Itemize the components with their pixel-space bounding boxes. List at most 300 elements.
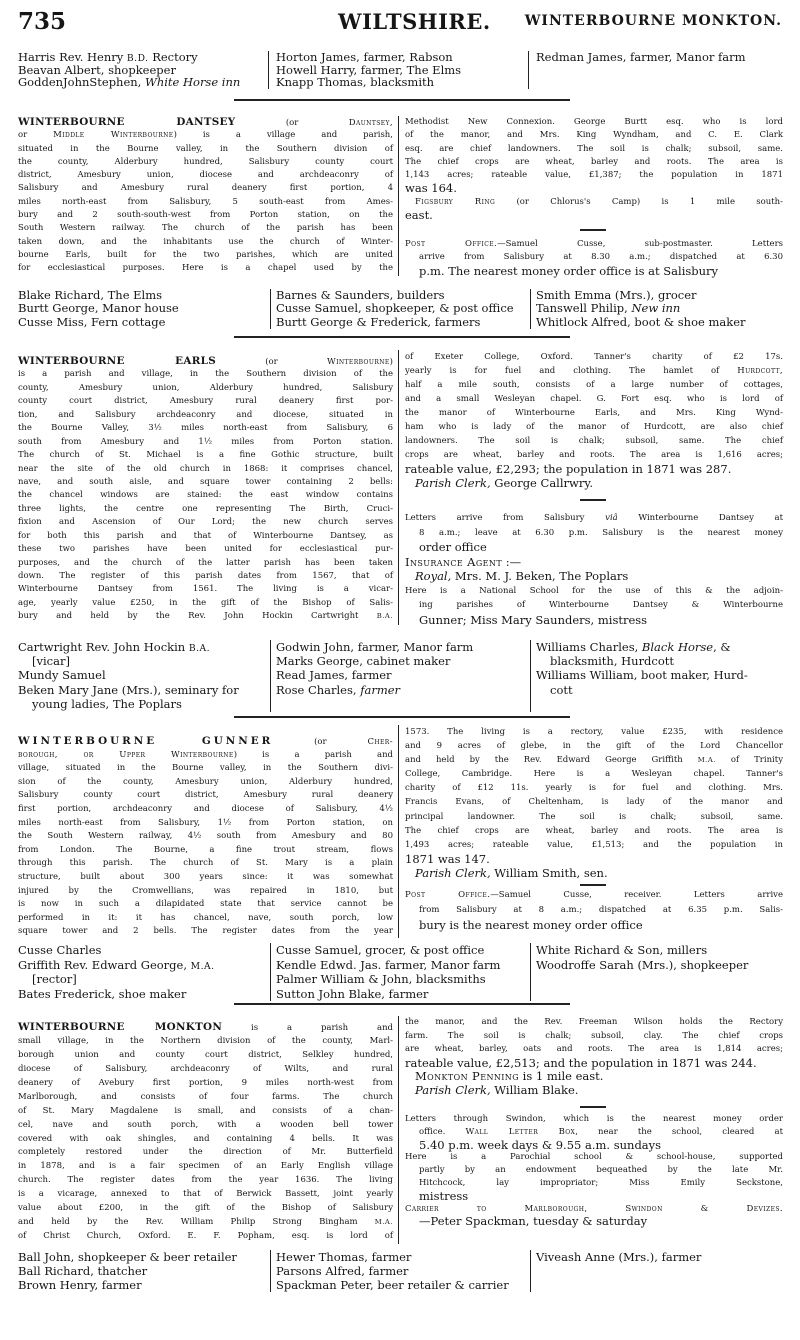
- directory-divider: [530, 1250, 531, 1292]
- text-line: [18, 196, 393, 209]
- text-line: [405, 781, 783, 795]
- text-run: Godwin John, farmer, Manor farm: [276, 640, 474, 654]
- directory-entry-line: [276, 289, 528, 302]
- text-line: [405, 209, 783, 222]
- directory-divider: [530, 289, 531, 329]
- text-line: [18, 382, 393, 395]
- small-caps-text: Post Office.: [405, 890, 491, 900]
- text-line: [18, 1133, 393, 1147]
- text-run: 1871 was 147.: [405, 851, 490, 866]
- text-run: structure, built about 300 years since: it was somewhat: [18, 871, 393, 882]
- text-run: 1,493 acres; rateable value, £1,513; and the population in: [405, 839, 783, 850]
- text-line: [405, 420, 783, 434]
- directory-entry-line: [18, 943, 268, 958]
- text-line: [405, 238, 783, 251]
- text-run: age, yearly value £250, in the gift of the Bishop of Salis-: [18, 597, 393, 608]
- text-run: miles north-east from Salisbury, 5 south-east from Ames-: [18, 196, 393, 207]
- italic-text: Parish Clerk,: [415, 476, 491, 490]
- text-run: Gunner; Miss Mary Saunders, mistress: [419, 612, 648, 627]
- text-line: [18, 898, 393, 912]
- text-run: Hitchcock, lay impropriator; Miss Emily Seckstone,: [419, 1177, 783, 1188]
- text-run: are wheat, barley, oats and roots. The area is 1,814 acres;: [405, 1044, 783, 1054]
- text-run: Horton James, farmer, Rabson: [276, 50, 453, 64]
- text-run: first portion, archdeaconry and diocese of Salisbury, 4½: [18, 803, 393, 814]
- text-line: [405, 866, 783, 880]
- text-line: [18, 583, 393, 596]
- text-line: [405, 406, 783, 420]
- text-run: Hewer Thomas, farmer: [276, 1250, 412, 1264]
- text-line: [405, 852, 783, 866]
- italic-text: New inn: [631, 301, 681, 316]
- text-run: esq. are chief landowners. The soil is chalk; subsoil, same.: [405, 143, 783, 154]
- text-run: —Samuel Cusse, sub-postmaster. Letters: [497, 239, 783, 249]
- small-caps-text: Insurance Agent: [405, 554, 503, 569]
- text-line: [18, 1105, 393, 1119]
- directory-col-3: [536, 640, 784, 697]
- text-run: William Blake.: [490, 1082, 579, 1097]
- text-run: Here is a National School for the use of this & the adjoin-: [405, 585, 783, 596]
- text-run: the county, Alderbury hundred, Salisbury county court: [18, 156, 393, 167]
- text-line: [18, 236, 393, 249]
- abbreviation-text: B.A.: [376, 612, 393, 621]
- text-line: [18, 597, 393, 610]
- monkton-letters-info: [405, 1113, 783, 1228]
- text-line: [18, 463, 393, 476]
- text-line: [405, 196, 783, 209]
- text-line: [405, 129, 783, 142]
- text-run: was 164.: [405, 181, 457, 196]
- text-run: cott: [550, 682, 573, 697]
- text-run: Smith Emma (Mrs.), grocer: [536, 288, 697, 302]
- text-line: [405, 1164, 783, 1177]
- text-line: [18, 857, 393, 871]
- text-run: Cusse Charles: [18, 943, 102, 957]
- text-run: and a small Wesleyan chapel. G. Fort esq. who is lord of: [405, 394, 783, 404]
- directory-col-2: [276, 640, 528, 697]
- directory-col-2: [276, 1250, 528, 1292]
- directory-divider: [268, 51, 269, 89]
- directory-entry-line: [18, 289, 268, 302]
- text-run: (or: [216, 357, 327, 367]
- abbreviation-text: M.A.: [697, 756, 716, 765]
- text-run: order office: [419, 540, 487, 554]
- text-run: cel, nave and south porch, with a wooden bell tower: [18, 1119, 393, 1130]
- directory-entry-line: [18, 76, 266, 89]
- text-line: [405, 1190, 783, 1203]
- text-line: [405, 540, 783, 555]
- text-line: [18, 169, 393, 182]
- directory-entry-line: [536, 51, 784, 64]
- text-line: [18, 762, 393, 776]
- text-run: Blake Richard, The Elms: [18, 288, 163, 302]
- text-line: [405, 251, 783, 264]
- text-run: yearly is for fuel and clothing. The hamlet of: [405, 366, 738, 376]
- text-run: purposes, and the church of the latter parish has been taken: [18, 557, 393, 568]
- text-line: [405, 598, 783, 613]
- text-run: district, Amesbury union, diocese and archdeaconry of: [18, 170, 393, 181]
- italic-text: farmer: [360, 682, 401, 697]
- text-line: [18, 182, 393, 195]
- text-line: [18, 885, 393, 899]
- italic-text: Black Horse: [641, 640, 714, 654]
- text-run: down. The register of this parish dates from 1567, that of: [18, 571, 393, 581]
- text-line: [18, 925, 393, 939]
- text-line: [405, 364, 783, 378]
- text-line: [18, 1077, 393, 1091]
- text-line: [405, 903, 783, 918]
- text-line: [405, 1057, 783, 1071]
- text-run: borough union and county court district, Selkley hundred,: [18, 1049, 393, 1060]
- text-run: Winterbourne Dantsey from 1561. The living is a vicar-: [18, 584, 393, 595]
- column-divider: [398, 725, 399, 938]
- text-line: [18, 1202, 393, 1216]
- text-run: church. The register dates from the year 1636. The living: [18, 1175, 393, 1186]
- text-run: rateable value, £2,293; the population in 1871 was 287.: [405, 462, 732, 476]
- text-run: Cartwright Rev. John Hockin: [18, 640, 189, 654]
- column-divider: [398, 1016, 399, 1244]
- text-run: Salisbury and Amesbury rural deanery first portion, 4: [18, 183, 393, 194]
- small-caps-text: Cher-: [367, 737, 393, 747]
- text-run: south from Amesbury and 1½ miles from Porton station.: [18, 436, 393, 447]
- text-line: [18, 368, 393, 381]
- short-rule: [580, 499, 606, 501]
- text-line: [405, 753, 783, 767]
- small-caps-text: Hurdcott,: [737, 366, 783, 376]
- column-divider: [398, 350, 399, 625]
- text-run: landowners. The soil is chalk; subsoil, same. The chief: [405, 436, 783, 446]
- directory-entry-line: [18, 958, 268, 973]
- text-line: [405, 265, 783, 278]
- text-line: [18, 830, 393, 844]
- text-run: Cusse Miss, Fern cottage: [18, 314, 166, 329]
- text-run: George Callrwry.: [490, 476, 593, 490]
- text-line: [405, 448, 783, 462]
- directory-col-1: [18, 640, 268, 711]
- directory-entry-line: [536, 289, 784, 302]
- italic-text: viâ: [605, 513, 618, 523]
- text-line: [18, 1119, 393, 1133]
- text-run: bourne Earls, built for the two parishes, which are united: [18, 249, 393, 260]
- text-line: [18, 610, 393, 623]
- text-run: diocese of Salisbury, archdeaconry of Wilts, and rural: [18, 1063, 393, 1074]
- text-line: [18, 1063, 393, 1077]
- small-caps-text: Middle Winterbourne: [53, 130, 174, 141]
- directory-divider: [270, 1250, 271, 1292]
- text-line: [405, 143, 783, 156]
- text-run: miles north-east from Salisbury, 1½ from Porton station, on: [18, 817, 393, 828]
- text-run: from London. The Bourne, a fine trout stream, flows: [18, 844, 393, 855]
- directory-entry-line: [276, 943, 528, 958]
- text-line: [405, 350, 783, 364]
- text-run: Whitlock Alfred, boot & shoe maker: [536, 314, 746, 329]
- text-run: p.m. The nearest money order office is at Salisbury: [419, 263, 719, 278]
- text-line: [18, 789, 393, 803]
- text-run: Sutton John Blake, farmer: [276, 986, 429, 1001]
- text-run: The chief crops are wheat, barley and roots. The area is: [405, 156, 783, 167]
- text-line: [18, 422, 393, 435]
- text-run: charity of £12 11s. yearly is for fuel and clothing. Mrs.: [405, 783, 783, 794]
- text-line: [405, 1030, 783, 1044]
- text-run: Bates Frederick, shoe maker: [18, 986, 187, 1001]
- text-line: [18, 844, 393, 858]
- text-run: Salisbury county court district, Amesbury rural deanery: [18, 790, 393, 801]
- text-run: The church of St. Michael is a fine Gothic structure, built: [18, 450, 393, 461]
- abbreviation-text: M.A.: [374, 1218, 393, 1227]
- directory-divider: [270, 289, 271, 329]
- small-caps-text: borough, or Upper Winterbourne: [18, 749, 234, 760]
- directory-entry-line: [536, 302, 784, 315]
- small-caps-text: Figsbury Ring: [415, 196, 496, 207]
- text-run: square tower and 2 bells. The register dates from the year: [18, 926, 393, 937]
- monkton-description-cont: [405, 1016, 783, 1097]
- directory-entry-line: [276, 987, 528, 1002]
- text-line: [18, 1160, 393, 1174]
- directory-col-1: [18, 51, 266, 89]
- text-line: [18, 449, 393, 462]
- text-run: for ecclesiastical purposes. Here is a chapel used by the: [18, 263, 393, 274]
- small-caps-text: Carrier to Marlborough, Swindon & Devizes.: [405, 1203, 783, 1214]
- text-run: and 9 acres of glebe, in the gift of the Lord Chancellor: [405, 741, 783, 752]
- gunner-post-office: [405, 888, 783, 933]
- text-line: [405, 824, 783, 838]
- text-run: ham who is lady of the manor of Hurdcott, are also chief: [405, 422, 783, 432]
- text-run: GoddenJohnStephen,: [18, 75, 145, 89]
- text-run: Francis Evans, of Cheltenham, is lady of the manor and: [405, 797, 783, 808]
- text-line: [18, 749, 393, 763]
- directory-entry-line: [18, 972, 268, 987]
- text-run: (or: [235, 118, 349, 128]
- text-run: is a vicarage, annexed to that of Berwick Bassett, joint yearly: [18, 1189, 393, 1200]
- text-run: young ladies, The Poplars: [32, 696, 182, 711]
- directory-entry-line: [18, 654, 268, 668]
- directory-entry-line: [276, 316, 528, 329]
- text-run: of Christ Church, Oxford. E. F. Popham, esq. is lord of: [18, 1231, 393, 1242]
- text-run: Tanswell Philip,: [536, 301, 632, 316]
- small-caps-text: Dauntsey,: [348, 118, 393, 128]
- text-run: ) is a parish and: [233, 749, 393, 760]
- text-run: Beavan Albert, shopkeeper: [18, 62, 176, 77]
- text-run: Read James, farmer: [276, 668, 392, 683]
- text-run: —Peter Spackman, tuesday & saturday: [419, 1214, 648, 1229]
- text-line: [405, 378, 783, 392]
- text-run: Williams Charles,: [536, 640, 642, 654]
- text-line: [18, 116, 393, 129]
- text-line: [18, 1174, 393, 1188]
- text-run: Marks George, cabinet maker: [276, 654, 451, 669]
- text-run: office.: [419, 1126, 466, 1137]
- text-run: these two parishes have been united for ecclesiastical pur-: [18, 544, 393, 555]
- text-line: [18, 503, 393, 516]
- text-line: [405, 511, 783, 526]
- section-divider: [234, 1003, 570, 1005]
- text-run: bury is the nearest money order office: [419, 918, 643, 932]
- text-line: [405, 888, 783, 903]
- directory-entry-line: [536, 1250, 784, 1264]
- directory-col-1: [18, 943, 268, 1001]
- directory-entry-line: [536, 943, 784, 958]
- running-head: WINTERBOURNE MONKTON.: [524, 13, 782, 29]
- directory-col-3: [536, 943, 784, 972]
- text-run: (or: [273, 737, 368, 747]
- section-divider: [234, 336, 570, 338]
- directory-entry-line: [536, 683, 784, 697]
- text-run: half a mile south, consists of a large number of cottages,: [405, 380, 783, 390]
- text-line: [18, 249, 393, 262]
- text-run: Parsons Alfred, farmer: [276, 1264, 409, 1278]
- text-run: bury and 2 south-south-west from Porton station, on the: [18, 210, 393, 221]
- text-run: the South Western railway, 4½ south from Amesbury and 80: [18, 831, 393, 842]
- text-line: [405, 1070, 783, 1084]
- text-line: [405, 169, 783, 182]
- text-line: [405, 613, 783, 628]
- text-run: Spackman Peter, beer retailer & carrier: [276, 1278, 509, 1292]
- text-run: for both this parish and that of Winterbourne Dantsey, as: [18, 530, 393, 541]
- directory-entry-line: [276, 640, 528, 654]
- text-run: in 1878, and is a fair specimen of an Early English village: [18, 1161, 393, 1172]
- text-run: village, situated in the Bourne valley, in the Southern divi-: [18, 763, 393, 774]
- directory-entry-line: [18, 302, 268, 315]
- text-run: Rose Charles,: [276, 682, 361, 697]
- text-run: the chancel windows are stained: the east window contains: [18, 490, 393, 501]
- text-line: [405, 392, 783, 406]
- text-line: [18, 871, 393, 885]
- text-line: [405, 526, 783, 541]
- text-line: [18, 735, 393, 749]
- directory-entry-line: [18, 683, 268, 697]
- gunner-description: [18, 735, 393, 939]
- text-run: covered with oak shingles, and containing 4 bells. It was: [18, 1133, 393, 1144]
- directory-divider: [270, 943, 271, 1001]
- text-line: [405, 569, 783, 584]
- text-run: Woodroffe Sarah (Mrs.), shopkeeper: [536, 957, 749, 972]
- italic-text: Parish Clerk,: [415, 1082, 491, 1097]
- heading-text: WINTERBOURNE MONKTON: [18, 1021, 223, 1033]
- text-run: from Salisbury at 8 a.m.; dispatched at 6.35 p.m. Salis-: [419, 905, 783, 915]
- page-number: 735: [18, 8, 67, 35]
- abbreviation-text: M.A.: [190, 960, 215, 972]
- dantsey-description: [18, 116, 393, 276]
- italic-text: White Horse inn: [145, 75, 241, 89]
- directory-entry-line: [18, 1264, 268, 1278]
- directory-entry-line: [536, 654, 784, 668]
- text-run: the Bourne Valley, 3½ miles north-east from Salisbury, 6: [18, 423, 393, 434]
- directory-divider: [528, 51, 529, 89]
- abbreviation-text: B.A.: [188, 643, 211, 654]
- text-run: Burtt George, Manor house: [18, 301, 179, 316]
- short-rule: [580, 884, 606, 886]
- text-run: Redman James, farmer, Manor farm: [536, 50, 746, 64]
- text-line: [18, 543, 393, 556]
- text-line: [18, 1216, 393, 1230]
- directory-entry-line: [536, 958, 784, 973]
- text-line: [18, 803, 393, 817]
- text-line: [18, 530, 393, 543]
- text-run: South Western railway. The church of the parish has been: [18, 223, 393, 234]
- text-run: value about £200, in the gift of the Bishop of Salisbury: [18, 1203, 393, 1214]
- text-run: crops are wheat, barley and roots. The area is 1,616 acres;: [405, 450, 783, 460]
- text-run: Winterbourne Dantsey at: [617, 513, 783, 523]
- text-run: tion, and Salisbury archdeaconry and diocese, situated in: [18, 409, 393, 420]
- directory-entry-line: [276, 972, 528, 987]
- directory-entry-line: [18, 316, 268, 329]
- text-run: Marlborough, and consists of four farms. The church: [18, 1091, 393, 1102]
- heading-text: WINTERBOURNE GUNNER: [18, 735, 274, 747]
- text-line: [18, 1188, 393, 1202]
- text-run: Here is a Parochial school & school-house, supported: [405, 1152, 783, 1163]
- directory-divider: [530, 640, 531, 712]
- small-caps-text: Monkton Penning: [415, 1069, 519, 1083]
- text-line: [18, 817, 393, 831]
- text-line: [18, 1021, 393, 1035]
- text-line: [18, 1146, 393, 1160]
- text-run: 1573. The living is a rectory, value £235, with residence: [405, 727, 783, 737]
- text-run: three lights, the centre one representing The Birth, Cruci-: [18, 503, 393, 514]
- text-run: Methodist New Connexion. George Burtt esq. who is lord: [405, 117, 783, 127]
- text-line: [18, 409, 393, 422]
- heading-text: WINTERBOURNE DANTSEY: [18, 116, 236, 128]
- text-run: of the manor, and Mrs. King Wyndham, and C. E. Clark: [405, 130, 783, 141]
- text-run: situated in the Bourne valley, in the Southern division of: [18, 143, 393, 154]
- text-line: [405, 116, 783, 129]
- directory-entry-line: [18, 640, 268, 654]
- section-divider: [234, 716, 570, 718]
- text-run: Palmer William & John, blacksmiths: [276, 972, 486, 986]
- directory-entry-line: [276, 76, 526, 89]
- text-line: [405, 1139, 783, 1152]
- text-run: Viveash Anne (Mrs.), farmer: [536, 1250, 702, 1264]
- text-run: Letters arrive from Salisbury: [405, 513, 606, 523]
- directory-col-1: [18, 1250, 268, 1292]
- text-run: of St. Mary Magdalene is small, and consists of a chan-: [18, 1105, 393, 1116]
- text-run: ing parishes of Winterbourne Dantsey & Winterbourne: [419, 600, 783, 610]
- text-line: [405, 584, 783, 599]
- text-line: [405, 476, 783, 490]
- text-run: principal landowner. The soil is chalk; subsoil, same.: [405, 811, 783, 822]
- directory-divider: [530, 943, 531, 1001]
- text-line: [405, 725, 783, 739]
- text-line: [405, 918, 783, 933]
- text-run: College, Cambridge. Here is a Wesleyan chapel. Tanner's: [405, 769, 783, 780]
- directory-col-2: [276, 51, 526, 89]
- directory-entry-line: [18, 1250, 268, 1264]
- directory-entry-line: [276, 302, 528, 315]
- section-divider: [234, 99, 570, 101]
- text-line: [405, 156, 783, 169]
- text-line: [18, 776, 393, 790]
- text-run: the manor of Winterbourne Earls, and Mrs. King Wynd-: [405, 408, 783, 418]
- text-run: completely restored under the direction of Mr. Butterfield: [18, 1147, 393, 1158]
- short-rule: [580, 229, 606, 231]
- directory-entry-line: [18, 1278, 268, 1292]
- text-run: fixion and Ascension of Our Lord; the new church serves: [18, 517, 393, 528]
- text-line: [405, 838, 783, 852]
- directory-entry-line: [276, 683, 528, 697]
- text-run: Knapp Thomas, blacksmith: [276, 75, 435, 89]
- text-run: arrive from Salisbury at 8.30 a.m.; dispatched at 6.30: [419, 252, 783, 263]
- text-run: through this parish. The church of St. Mary is a plain: [18, 858, 393, 869]
- small-caps-text: Wall Letter Box: [465, 1126, 576, 1137]
- text-line: [18, 516, 393, 529]
- text-run: performed in it: it has chancel, nave, south porch, low: [18, 912, 393, 923]
- text-line: [18, 156, 393, 169]
- monkton-description: [18, 1021, 393, 1244]
- text-line: [18, 912, 393, 926]
- text-run: rateable value, £2,513; and the population in 1871 was 244.: [405, 1055, 757, 1070]
- text-line: [18, 489, 393, 502]
- directory-entry-line: [536, 668, 784, 682]
- dantsey-post-office: [405, 238, 783, 278]
- text-run: The chief crops are wheat, barley and roots. The area is: [405, 825, 783, 836]
